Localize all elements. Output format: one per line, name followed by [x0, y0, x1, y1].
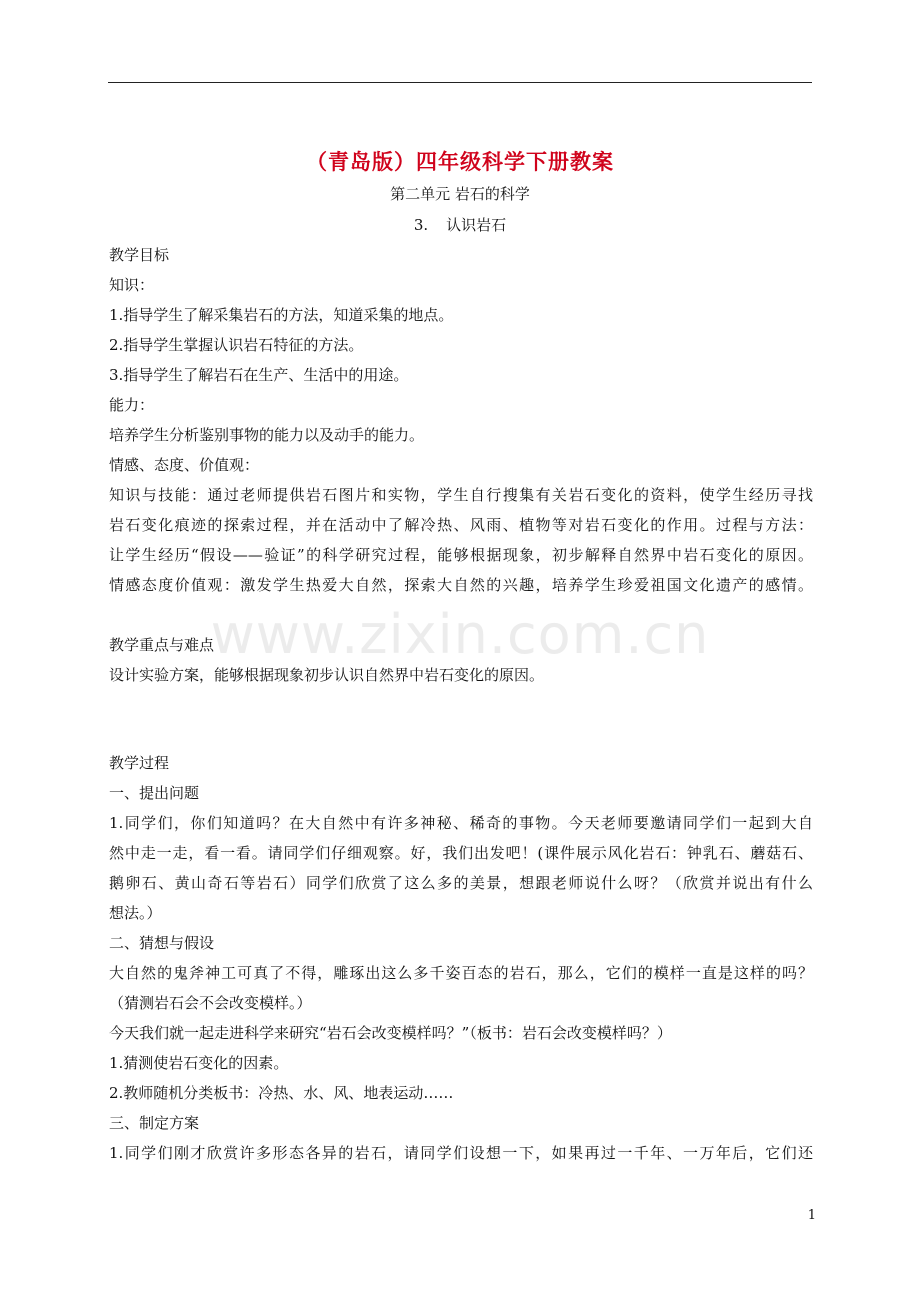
- subheading-ability: 能力：: [109, 396, 155, 414]
- subheading-step-2: 二、猜想与假设: [109, 934, 215, 952]
- watermark: www.zixin.com.cn: [210, 603, 710, 666]
- paragraph-line: 1.指导学生了解采集岩石的方法，知道采集的地点。: [109, 306, 454, 324]
- paragraph-line: 1.同学们，你们知道吗？在大自然中有许多神秘、稀奇的事物。今天老师要邀请同学们一起到大自: [109, 814, 813, 832]
- subheading-step-3: 三、制定方案: [109, 1114, 200, 1132]
- paragraph-line: 培养学生分析鉴别事物的能力以及动手的能力。: [109, 426, 425, 444]
- paragraph-line: 知识与技能：通过老师提供岩石图片和实物，学生自行搜集有关岩石变化的资料，使学生经历寻找: [109, 486, 813, 504]
- document-body: [109, 240, 813, 1168]
- lesson-title: 认识岩石: [446, 216, 507, 234]
- paragraph-line: 岩石变化痕迹的探索过程，并在活动中了解冷热、风雨、植物等对岩石变化的作用。过程与方法：: [109, 516, 813, 534]
- subheading-knowledge: 知识：: [109, 276, 155, 294]
- paragraph-line: 鹅卵石、黄山奇石等岩石）同学们欣赏了这么多的美景，想跟老师说什么呀？（欣赏并说出有什么: [109, 874, 813, 892]
- section-heading-process: 教学过程: [109, 754, 170, 772]
- paragraph-line: 今天我们就一起走进科学来研究“岩石会改变模样吗？”（板书：岩石会改变模样吗？）: [109, 1024, 672, 1042]
- paragraph-line: 让学生经历“假设——验证”的科学研究过程，能够根据现象，初步解释自然界中岩石变化的原因。: [109, 546, 813, 564]
- section-heading-objectives: 教学目标: [109, 246, 170, 264]
- header-rule: [108, 82, 812, 83]
- paragraph-line: 大自然的鬼斧神工可真了不得，雕琢出这么多千姿百态的岩石，那么，它们的模样一直是这样的吗？: [109, 964, 813, 982]
- unit-heading: 第二单元 岩石的科学: [390, 185, 530, 203]
- paragraph-line: 3.指导学生了解岩石在生产、生活中的用途。: [109, 366, 409, 384]
- subheading-step-1: 一、提出问题: [109, 784, 200, 802]
- document-title: （青岛版）四年级科学下册教案: [306, 150, 614, 174]
- paragraph-line: （猜测岩石会不会改变模样。）: [109, 994, 312, 1012]
- lesson-heading: [0, 214, 920, 235]
- paragraph-line: 1.猜测使岩石变化的因素。: [109, 1054, 289, 1072]
- paragraph-line: 想法。）: [109, 904, 162, 922]
- paragraph-line: 设计实验方案，能够根据现象初步认识自然界中岩石变化的原因。: [109, 666, 545, 684]
- page-number: 1: [807, 1208, 816, 1223]
- paragraph-line: 2.指导学生掌握认识岩石特征的方法。: [109, 336, 364, 354]
- paragraph-line: 2.教师随机分类板书：冷热、水、风、地表运动……: [109, 1084, 454, 1102]
- lesson-number: 3.: [413, 216, 429, 234]
- section-heading-key-points: 教学重点与难点: [109, 636, 215, 654]
- paragraph-line: 1.同学们刚才欣赏许多形态各异的岩石，请同学们设想一下，如果再过一千年、一万年后，它们还: [109, 1144, 813, 1162]
- paragraph-line: 然中走一走，看一看。请同学们仔细观察。好，我们出发吧！(课件展示风化岩石：钟乳石、蘑菇石、: [109, 844, 813, 862]
- paragraph-line: 情感态度价值观：激发学生热爱大自然，探索大自然的兴趣，培养学生珍爱祖国文化遗产的感情。: [109, 576, 813, 594]
- subheading-values: 情感、态度、价值观：: [109, 456, 260, 474]
